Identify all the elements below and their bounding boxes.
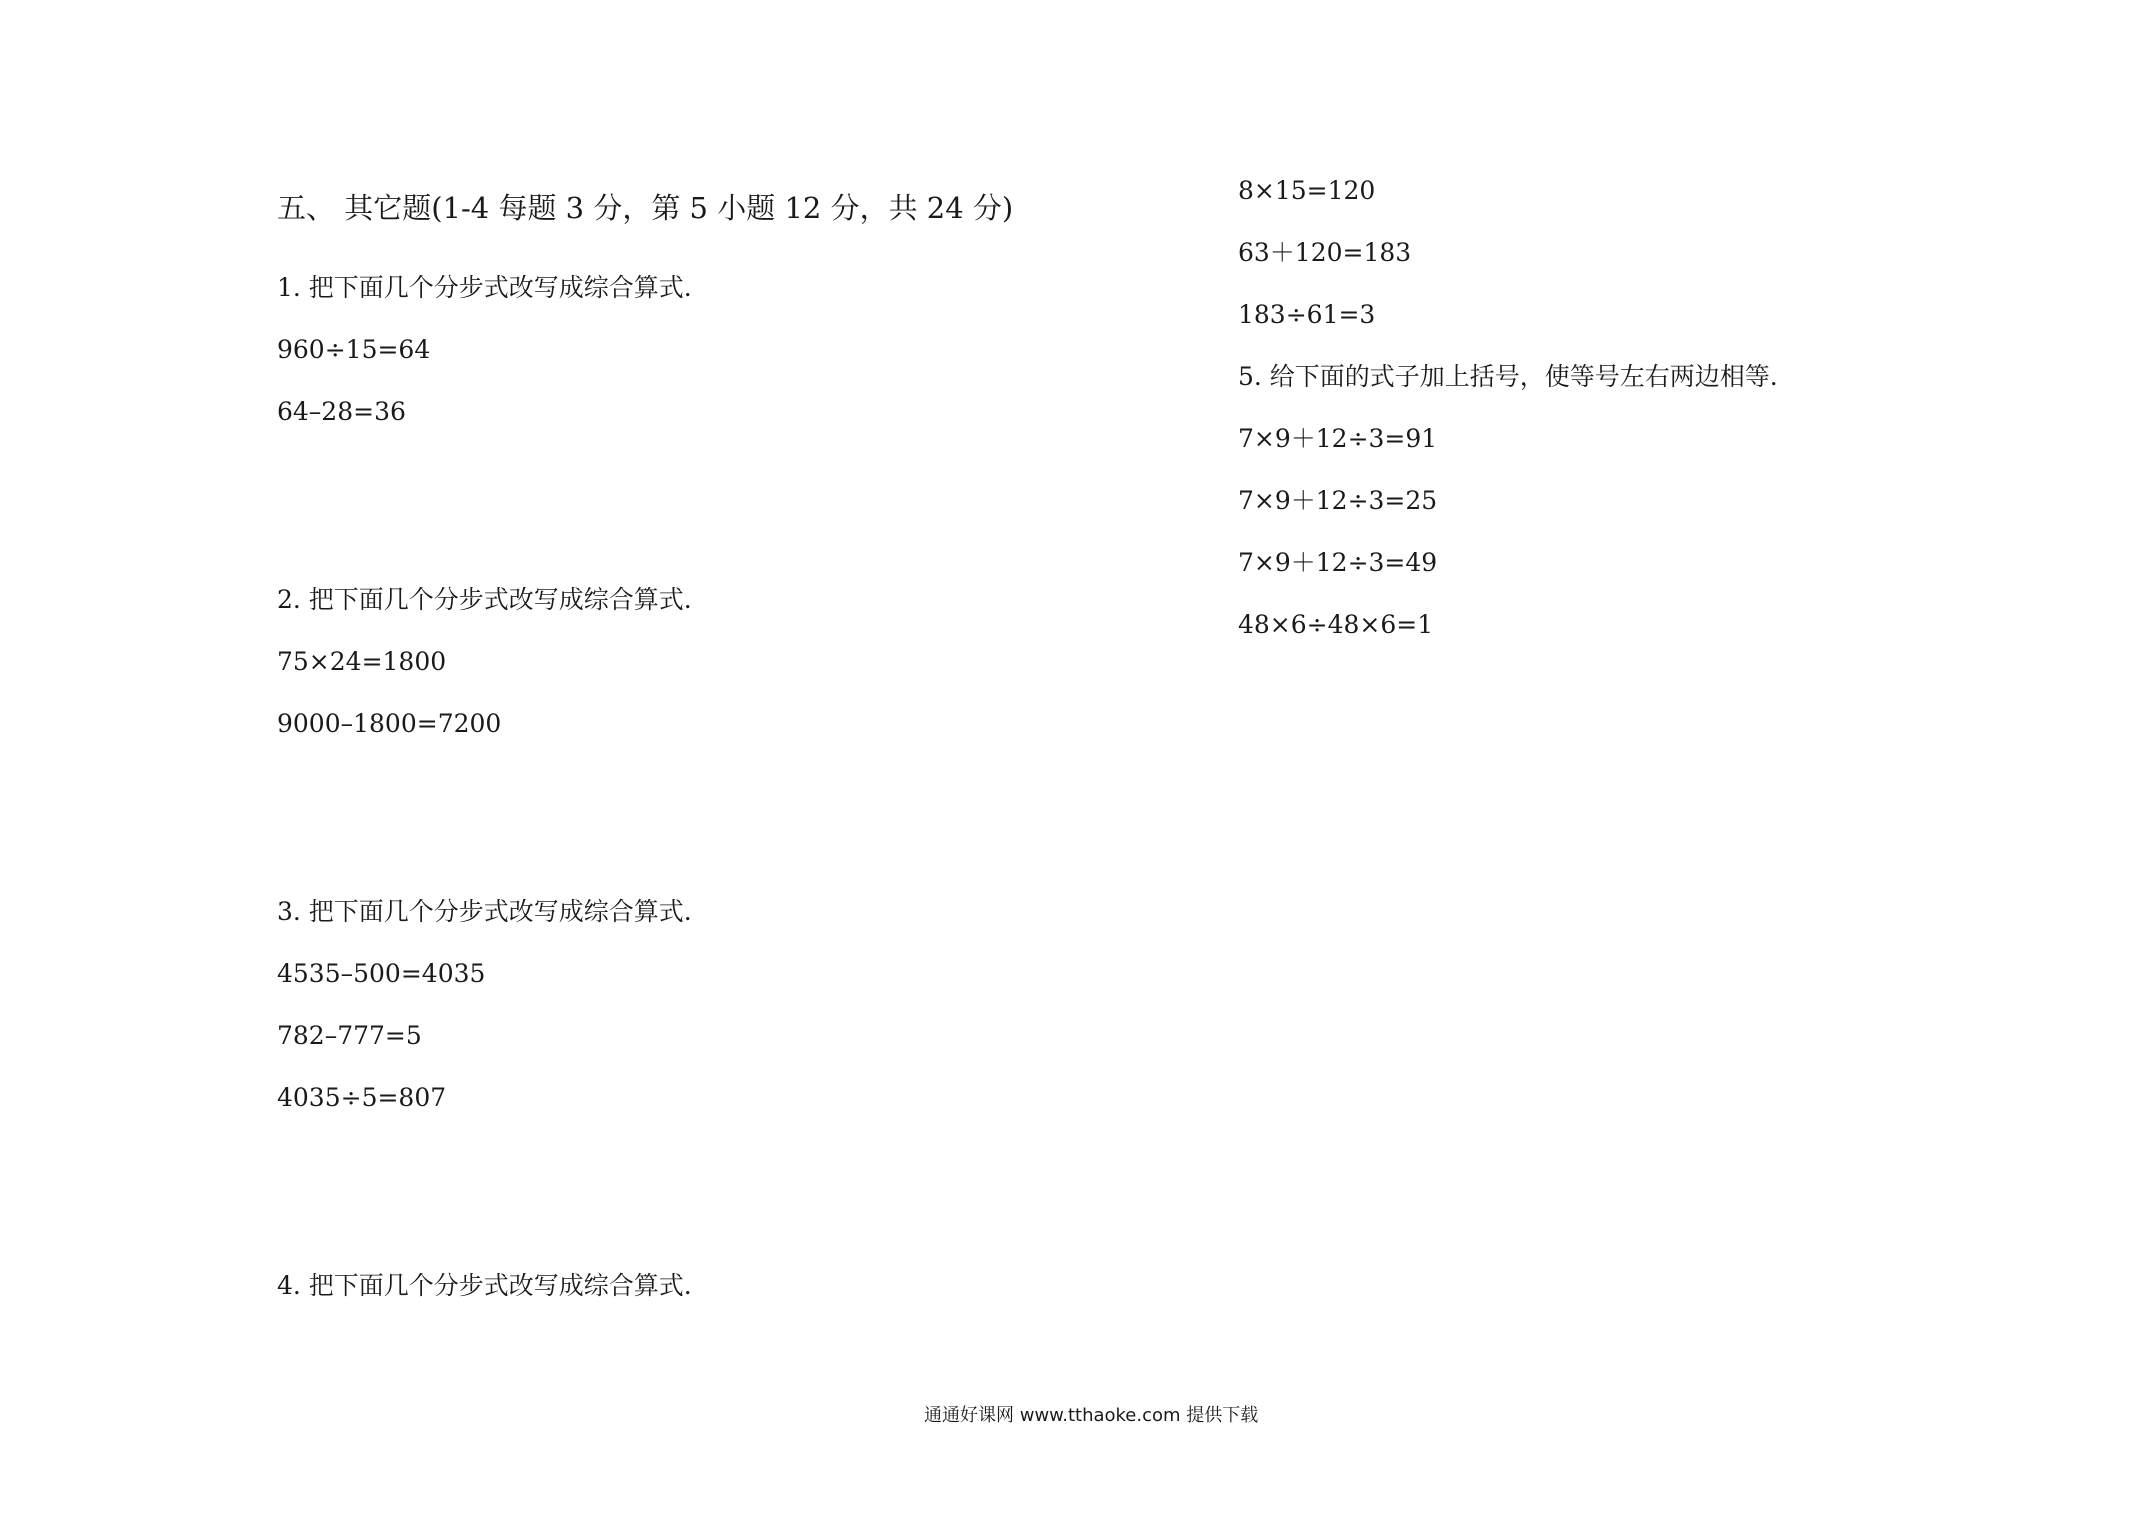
question-2-step-2: 9000–1800=7200	[277, 709, 502, 738]
question-5-step-3: 7×9＋12÷3=49	[1238, 548, 1438, 577]
question-4-step-2: 63＋120=183	[1238, 238, 1412, 267]
question-1-step-2: 64–28=36	[277, 397, 406, 426]
question-4-step-1: 8×15=120	[1238, 176, 1376, 205]
question-3-prompt: 3. 把下面几个分步式改写成综合算式.	[277, 897, 692, 926]
question-5-step-1: 7×9＋12÷3=91	[1238, 424, 1438, 453]
footer-credit: 通通好课网 www.tthaoke.com 提供下载	[924, 1405, 1259, 1426]
question-4-prompt: 4. 把下面几个分步式改写成综合算式.	[277, 1271, 692, 1300]
section-heading: 五、 其它题(1-4 每题 3 分，第 5 小题 12 分，共 24 分)	[277, 191, 1014, 225]
question-2-step-1: 75×24=1800	[277, 647, 447, 676]
question-5-step-2: 7×9＋12÷3=25	[1238, 486, 1438, 515]
question-5-step-4: 48×6÷48×6=1	[1238, 610, 1434, 639]
question-5-prompt: 5. 给下面的式子加上括号，使等号左右两边相等.	[1238, 362, 1778, 391]
question-3-step-1: 4535–500=4035	[277, 959, 486, 988]
question-1-step-1: 960÷15=64	[277, 335, 431, 364]
question-2-prompt: 2. 把下面几个分步式改写成综合算式.	[277, 585, 692, 614]
question-1-prompt: 1. 把下面几个分步式改写成综合算式.	[277, 273, 692, 302]
question-4-step-3: 183÷61=3	[1238, 300, 1376, 329]
question-3-step-2: 782–777=5	[277, 1021, 422, 1050]
question-3-step-3: 4035÷5=807	[277, 1083, 447, 1112]
